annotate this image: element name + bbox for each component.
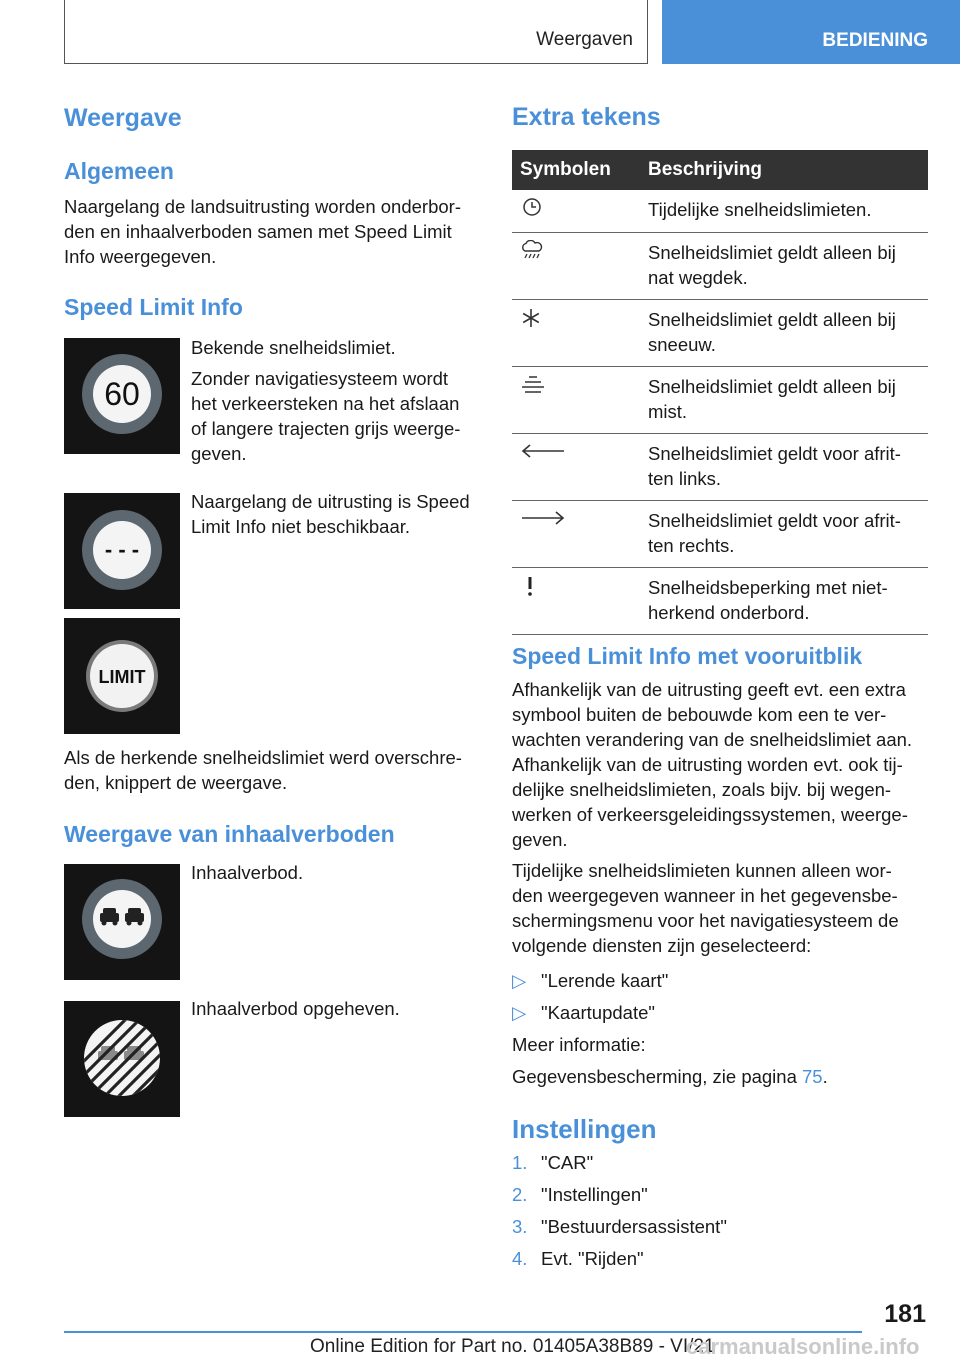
step-text: "Bestuurdersassistent" [541,1216,727,1237]
paragraph-vooruitblik [512,677,912,852]
text-line: ten links. [648,468,722,489]
text-line: Naargelang de uitrusting is Speed [191,491,470,512]
text-line: Snelheidslimiet geldt voor afrit- [648,510,901,531]
triangle-bullet-icon: ▷ [512,970,527,991]
limit-sign-image [64,618,180,734]
text-line: ten rechts. [648,535,735,556]
text-line: Afhankelijk van de uitrusting worden evt. ook tij- [512,754,903,775]
text-line: Als de herkende snelheidslimiet werd overschre- [64,747,462,768]
text-line: Snelheidsbeperking met niet- [648,577,888,598]
description-cell [644,367,928,434]
text-line: Zonder navigatiesysteem wordt [191,368,449,389]
no-overtaking-sign-image [64,864,180,980]
text-line: Snelheidslimiet geldt alleen bij [648,376,896,397]
table-row [512,501,928,568]
list-item [512,1000,912,1025]
text-line: geven. [191,443,247,464]
exclamation-icon [520,575,540,597]
no-overtaking-description: Inhaalverbod. [191,862,304,883]
cross-reference [512,1064,828,1089]
text-line: Info weergegeven. [64,246,217,267]
heading-vooruitblik: Speed Limit Info met vooruitblik [512,643,863,669]
sign-dash-label: - - - [104,537,140,562]
heading-speed-limit-info: Speed Limit Info [64,294,243,320]
heading-extra-tekens: Extra tekens [512,103,661,131]
footer-divider [64,1331,862,1333]
text-line: Afhankelijk van de uitrusting geeft evt. een extra [512,679,906,700]
text-line: sneeuw. [648,334,716,355]
symbol-cell [512,233,644,300]
text-line: werken of verkeersgeleidingssystemen, weerge- [512,804,908,825]
end-no-overtaking-description: Inhaalverbod opgeheven. [191,998,400,1019]
heading-weergave: Weergave [64,104,182,132]
fog-icon [520,374,546,396]
symbol-cell [512,367,644,434]
watermark: carmanualsonline.info [686,1334,920,1359]
table-row [512,300,928,367]
symbol-cell [512,300,644,367]
description-cell [644,190,928,233]
header-chapter-title: BEDIENING [822,30,928,51]
step-text: "Instellingen" [541,1184,648,1205]
paragraph-tijdelijk [512,858,899,958]
step-text: Evt. "Rijden" [541,1248,644,1269]
table-header-row [512,150,928,190]
text-line: Snelheidslimiet geldt alleen bij [648,242,896,263]
step-item [512,1150,912,1175]
table-header-symbolen: Symbolen [512,150,644,190]
list-item-text: "Lerende kaart" [541,970,669,991]
symbols-table [512,150,928,635]
text-line: nat wegdek. [648,267,748,288]
table-row [512,233,928,300]
end-no-overtaking-sign-image [64,1001,180,1117]
sign-60-label: 60 [104,376,140,412]
heading-instellingen: Instellingen [512,1114,657,1144]
symbol-cell [512,568,644,635]
symbol-cell [512,501,644,568]
meer-informatie: Meer informatie: [512,1034,646,1055]
text-line: het verkeersteken na het afslaan [191,393,460,414]
cross-reference-text: Gegevensbescherming, zie pagina [512,1066,803,1087]
text-line: Tijdelijke snelheidslimieten kunnen alleen wor- [512,860,892,881]
rain-cloud-icon [520,240,544,262]
text-line: of langere trajecten grijs weerge- [191,418,461,439]
header-section-title: Weergaven [536,29,633,50]
text-line: wachten verandering van de snelheidslimiet aan. [512,729,913,750]
text-line: den, knippert de weergave. [64,772,288,793]
text-line: den en inhaalverboden samen met Speed Limit [64,221,452,242]
table-row [512,434,928,501]
table-row [512,367,928,434]
description-cell [644,501,928,568]
speed-limit-unavailable-sign-image [64,493,180,609]
text-line: den weergegeven wanneer in het gegevensbe- [512,885,898,906]
text-line: delijke snelheidslimieten, zoals bijv. bij wegen- [512,779,892,800]
text-line: Naargelang de landsuitrusting worden onderbor- [64,196,461,217]
heading-algemeen: Algemeen [64,158,174,184]
text-line: symbool buiten de bebouwde kom een te ver- [512,704,887,725]
step-text: "CAR" [541,1152,594,1173]
sign-60-note [191,366,460,466]
arrow-left-icon [520,442,566,460]
table-row [512,190,928,233]
step-number: 1. [512,1152,528,1173]
arrow-right-icon [520,509,566,527]
description-cell [644,434,928,501]
paragraph-exceed [64,745,462,795]
speed-limit-60-sign-image [64,338,180,454]
triangle-bullet-icon: ▷ [512,1002,527,1023]
sign-60-description [191,335,396,360]
page-number: 181 [884,1300,926,1328]
description-cell [644,568,928,635]
description-cell [644,233,928,300]
symbol-cell [512,434,644,501]
text-line: Bekende snelheidslimiet. [191,337,396,358]
list-item [512,968,912,993]
sign-dash-description [191,489,470,539]
text-line: Snelheidslimiet geldt voor afrit- [648,443,901,464]
text-line: volgende diensten zijn geselecteerd: [512,935,812,956]
header-bar [64,0,648,64]
table-header-beschrijving: Beschrijving [644,150,928,190]
step-item [512,1182,912,1207]
symbol-cell [512,190,644,233]
text-line: geven. [512,829,568,850]
list-item-text: "Kaartupdate" [541,1002,655,1023]
description-cell [644,300,928,367]
page-link[interactable]: 75 [802,1066,823,1087]
step-number: 2. [512,1184,528,1205]
table-row [512,568,928,635]
text-line: schermingsmenu voor het navigatiesysteem de [512,910,899,931]
snowflake-icon [520,307,542,329]
step-number: 4. [512,1248,528,1269]
text-line: Limit Info niet beschikbaar. [191,516,411,537]
text-line: herkend onderbord. [648,602,810,623]
text-line: mist. [648,401,688,422]
step-number: 3. [512,1216,528,1237]
paragraph-algemeen [64,194,461,269]
header-chapter-tab [662,0,960,64]
step-item [512,1246,912,1271]
cross-reference-period: . [822,1066,828,1087]
heading-inhaalverboden: Weergave van inhaalverboden [64,821,395,847]
text-line: Tijdelijke snelheidslimieten. [648,199,872,220]
text-line: Snelheidslimiet geldt alleen bij [648,309,896,330]
step-item [512,1214,912,1239]
footer-edition: Online Edition for Part no. 01405A38B89 - VI/21 [310,1336,715,1357]
sign-limit-label: LIMIT [98,667,146,687]
clock-icon [520,197,544,217]
